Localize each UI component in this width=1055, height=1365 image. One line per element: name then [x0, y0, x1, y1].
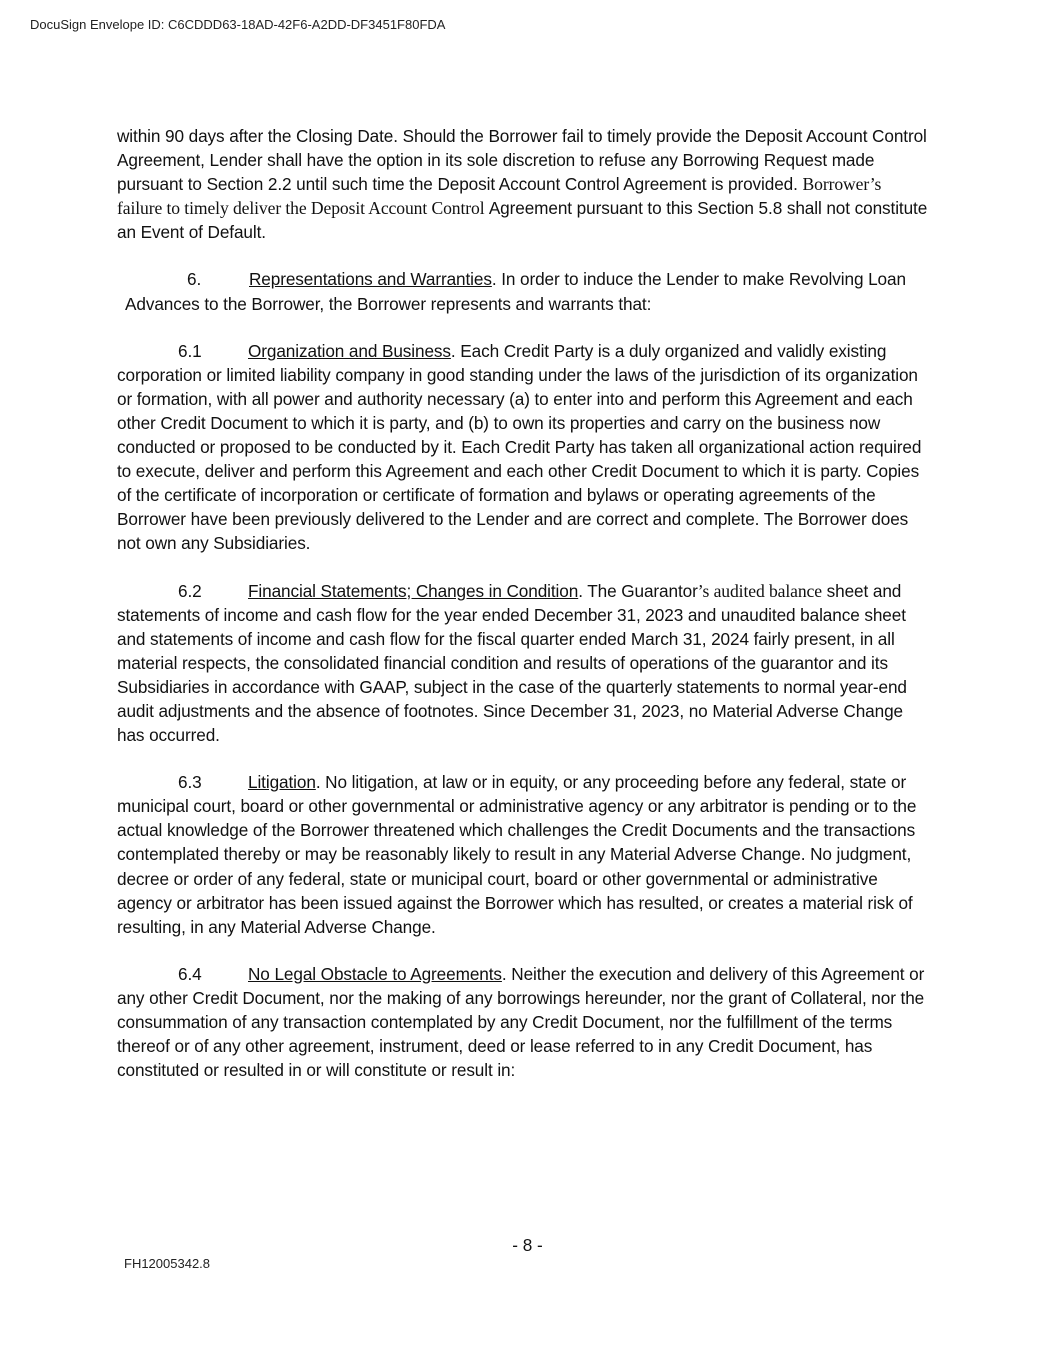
section-6-1-text: . Each Credit Party is a duly organized and validly existing corporation or limited liability company in good standing under the laws of the jurisdiction of its organization or formation, with all power and authority necessary (a) to enter into and perform this Agreement and each other Credit Document to which it is party, and (b) to own its properties and carry on the business now conducted or proposed to be conducted by it. Each Credit Party has taken all organizational action required to execute, deliver and perform this Agreement and each other Credit Document to which it is party. Copies of the certificate of incorporation or certificate of formation and bylaws or operating agreements of the Borrower have been previously delivered to the Lender and are correct and complete. The Borrower does not own any Subsidiaries. [117, 340, 922, 554]
section-6-2-text-b: ’s audited balance [697, 580, 822, 601]
section-6-title: Representations and Warranties [249, 269, 492, 290]
section-6-1-title: Organization and Business [248, 340, 451, 361]
section-6-2-paragraph [117, 579, 929, 748]
section-6-number: 6. [187, 269, 202, 290]
section-6-3-number: 6.3 [178, 772, 202, 793]
section-6-1-number: 6.1 [178, 340, 202, 361]
page-number: - 8 - [512, 1235, 543, 1255]
section-6-3-text: . No litigation, at law or in equity, or any proceeding before any federal, state or municipal court, board or other governmental or administrative agency or any arbitrator is pending or to the actual knowledge of the Borrower threatened which challenges the Credit Documents and the transactions contemplated thereby or may be reasonably likely to result in any Material Adverse Change. No judgment, decree or order of any federal, state or municipal court, board or other governmental or administrative agency or arbitrator has been issued against the Borrower which has resulted, or creates a material risk of resulting, in any Material Adverse Change. [117, 772, 917, 937]
section-6-4-title: No Legal Obstacle to Agreements [248, 963, 502, 984]
section-6-3-paragraph [117, 770, 929, 939]
section-6-paragraph [117, 267, 929, 315]
carryover-paragraph [117, 124, 929, 244]
envelope-id: DocuSign Envelope ID: C6CDDD63-18AD-42F6-A2DD-DF3451F80FDA [30, 17, 446, 32]
carryover-text-c: Agreement pursuant to this Section 5.8 shall not constitute an Event of Default. [117, 198, 928, 243]
section-6-4-number: 6.4 [178, 963, 202, 984]
section-6-2-text-a: . The Guarantor [578, 580, 698, 601]
section-6-2-title: Financial Statements; Changes in Condition [248, 580, 579, 601]
document-body [117, 124, 929, 1105]
section-6-4-paragraph [117, 962, 929, 1082]
section-6-3-title: Litigation [248, 772, 316, 793]
section-6-4-text: . Neither the execution and delivery of this Agreement or any other Credit Document, nor the making of any borrowings hereunder, nor the grant of Collateral, nor the consummation of any transaction contemplated by any Credit Document, nor the fulfillment of the terms thereof or of any other agreement, instrument, deed or lease referred to in any Credit Document, has constituted or resulted in or will constitute or result in: [117, 963, 925, 1081]
document-id: FH12005342.8 [124, 1256, 211, 1271]
section-6-2-text-c: sheet and statements of income and cash flow for the year ended December 31, 2023 and unaudited balance sheet and statements of income and cash flow for the fiscal quarter ended March 31, 2024 fairly present, in all material respects, the consolidated financial condition and results of operations of the guarantor and its Subsidiaries in accordance with GAAP, subject in the case of the quarterly statements to normal year-end audit adjustments and the absence of footnotes. Since December 31, 2023, no Material Adverse Change has occurred. [117, 580, 907, 746]
carryover-text-a: within 90 days after the Closing Date. Should the Borrower fail to timely provide the Deposit Account Control Agreement, Lender shall have the option in its sole discretion to refuse any Borrowing Request made pursuant to Section 2.2 until such time the Deposit Account Control Agreement is provided. [117, 126, 927, 195]
carryover-text-b: Borrower’s failure to timely deliver the Deposit Account Control [117, 174, 882, 219]
section-6-1-paragraph [117, 339, 929, 556]
section-6-text: . In order to induce the Lender to make Revolving Loan Advances to the Borrower, the Borrower represents and warrants that: [125, 269, 906, 314]
section-6-2-number: 6.2 [178, 580, 202, 601]
